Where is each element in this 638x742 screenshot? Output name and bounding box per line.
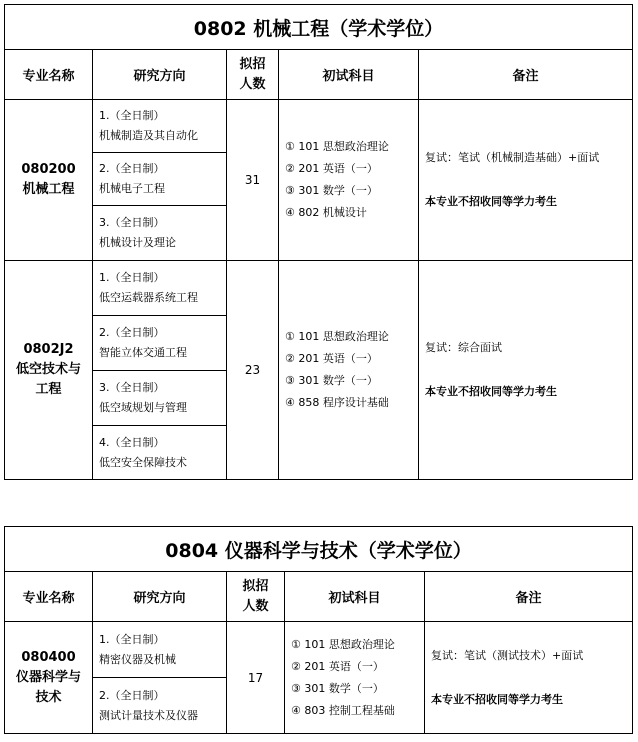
- direction-name: 低空域规划与管理: [99, 401, 187, 414]
- direction-name: 测试计量技术及仪器: [99, 708, 198, 722]
- note-cell: [419, 100, 633, 261]
- header-note: 备注: [425, 572, 633, 622]
- header-direction: 研究方向: [93, 50, 227, 100]
- note-restrict: 本专业不招收同等学力考生: [431, 692, 563, 706]
- major-cell: [5, 261, 93, 480]
- header-plan-line1: 拟招: [239, 56, 266, 72]
- header-plan: [227, 50, 279, 100]
- subject-item: ① 101 思想政治理论: [291, 637, 395, 651]
- note-retest: 复试：笔试（测试技术）+面试: [431, 648, 584, 662]
- header-exam: 初试科目: [285, 572, 425, 622]
- header-exam: 初试科目: [279, 50, 419, 100]
- direction-name: 低空安全保障技术: [99, 455, 187, 469]
- subject-item: ③ 301 数学（一）: [285, 184, 378, 197]
- major-code: 080400: [21, 649, 76, 665]
- direction-mode: 2.（全日制）: [99, 162, 165, 175]
- major-name-line2: 工程: [35, 382, 62, 397]
- subject-item: ① 101 思想政治理论: [285, 330, 389, 343]
- subject-item: ① 101 思想政治理论: [285, 140, 389, 153]
- header-plan: [227, 572, 285, 622]
- note-cell: [419, 261, 633, 480]
- direction-name: 低空运载器系统工程: [99, 291, 198, 304]
- header-note: 备注: [419, 50, 633, 100]
- major-name: 机械工程: [22, 182, 75, 197]
- direction-item: [93, 426, 227, 480]
- header-plan-line2: 人数: [239, 76, 266, 92]
- major-name-line1: 低空技术与: [15, 362, 81, 377]
- major-code: 080200: [21, 162, 76, 177]
- note-restrict: 本专业不招收同等学力考生: [425, 195, 557, 208]
- direction-mode: 1.（全日制）: [99, 109, 165, 122]
- header-major: 专业名称: [5, 50, 93, 100]
- subject-item: ④ 802 机械设计: [285, 206, 367, 219]
- table-title: 0802 机械工程（学术学位）: [5, 5, 633, 50]
- direction-mode: 2.（全日制）: [99, 688, 165, 702]
- direction-name: 机械制造及其自动化: [99, 129, 198, 142]
- exam-subjects: [279, 100, 419, 261]
- direction-mode: 4.（全日制）: [99, 435, 165, 449]
- direction-mode: 1.（全日制）: [99, 271, 165, 284]
- subject-item: ③ 301 数学（一）: [291, 681, 384, 695]
- subject-item: ④ 803 控制工程基础: [291, 703, 395, 717]
- header-plan-line2: 人数: [242, 598, 269, 614]
- table-0804: [4, 526, 633, 734]
- exam-subjects: [285, 622, 425, 734]
- direction-item: [93, 100, 227, 153]
- direction-item: [93, 206, 227, 261]
- direction-mode: 2.（全日制）: [99, 326, 165, 339]
- header-plan-line1: 拟招: [242, 578, 269, 594]
- direction-name: 机械设计及理论: [99, 236, 176, 249]
- subject-item: ② 201 英语（一）: [291, 659, 384, 673]
- direction-mode: 1.（全日制）: [99, 632, 165, 646]
- plan-count: 17: [227, 622, 285, 734]
- direction-item: [93, 261, 227, 316]
- subject-item: ② 201 英语（一）: [285, 352, 378, 365]
- direction-name: 精密仪器及机械: [99, 652, 176, 666]
- direction-item: [93, 153, 227, 206]
- subject-item: ② 201 英语（一）: [285, 162, 378, 175]
- major-cell: [5, 100, 93, 261]
- plan-count: 31: [227, 100, 279, 261]
- direction-name: 机械电子工程: [99, 182, 165, 195]
- plan-count: 23: [227, 261, 279, 480]
- direction-name: 智能立体交通工程: [99, 346, 187, 359]
- note-cell: [425, 622, 633, 734]
- subject-item: ③ 301 数学（一）: [285, 374, 378, 387]
- header-major: 专业名称: [5, 572, 93, 622]
- direction-item: [93, 371, 227, 426]
- table-title: 0804 仪器科学与技术（学术学位）: [5, 527, 633, 572]
- table-0802: [4, 4, 633, 480]
- note-restrict: 本专业不招收同等学力考生: [425, 385, 557, 398]
- major-name-line1: 仪器科学与: [15, 669, 81, 685]
- major-name-line2: 技术: [35, 689, 62, 705]
- subject-item: ④ 858 程序设计基础: [285, 396, 389, 409]
- direction-item: [93, 316, 227, 371]
- major-code: 0802J2: [23, 342, 74, 357]
- exam-subjects: [279, 261, 419, 480]
- direction-mode: 3.（全日制）: [99, 216, 165, 229]
- header-direction: 研究方向: [93, 572, 227, 622]
- major-cell: [5, 622, 93, 734]
- direction-mode: 3.（全日制）: [99, 381, 165, 394]
- note-retest: 复试：笔试（机械制造基础）+面试: [425, 151, 600, 164]
- note-retest: 复试：综合面试: [425, 341, 502, 354]
- direction-item: [93, 622, 227, 678]
- direction-item: [93, 678, 227, 734]
